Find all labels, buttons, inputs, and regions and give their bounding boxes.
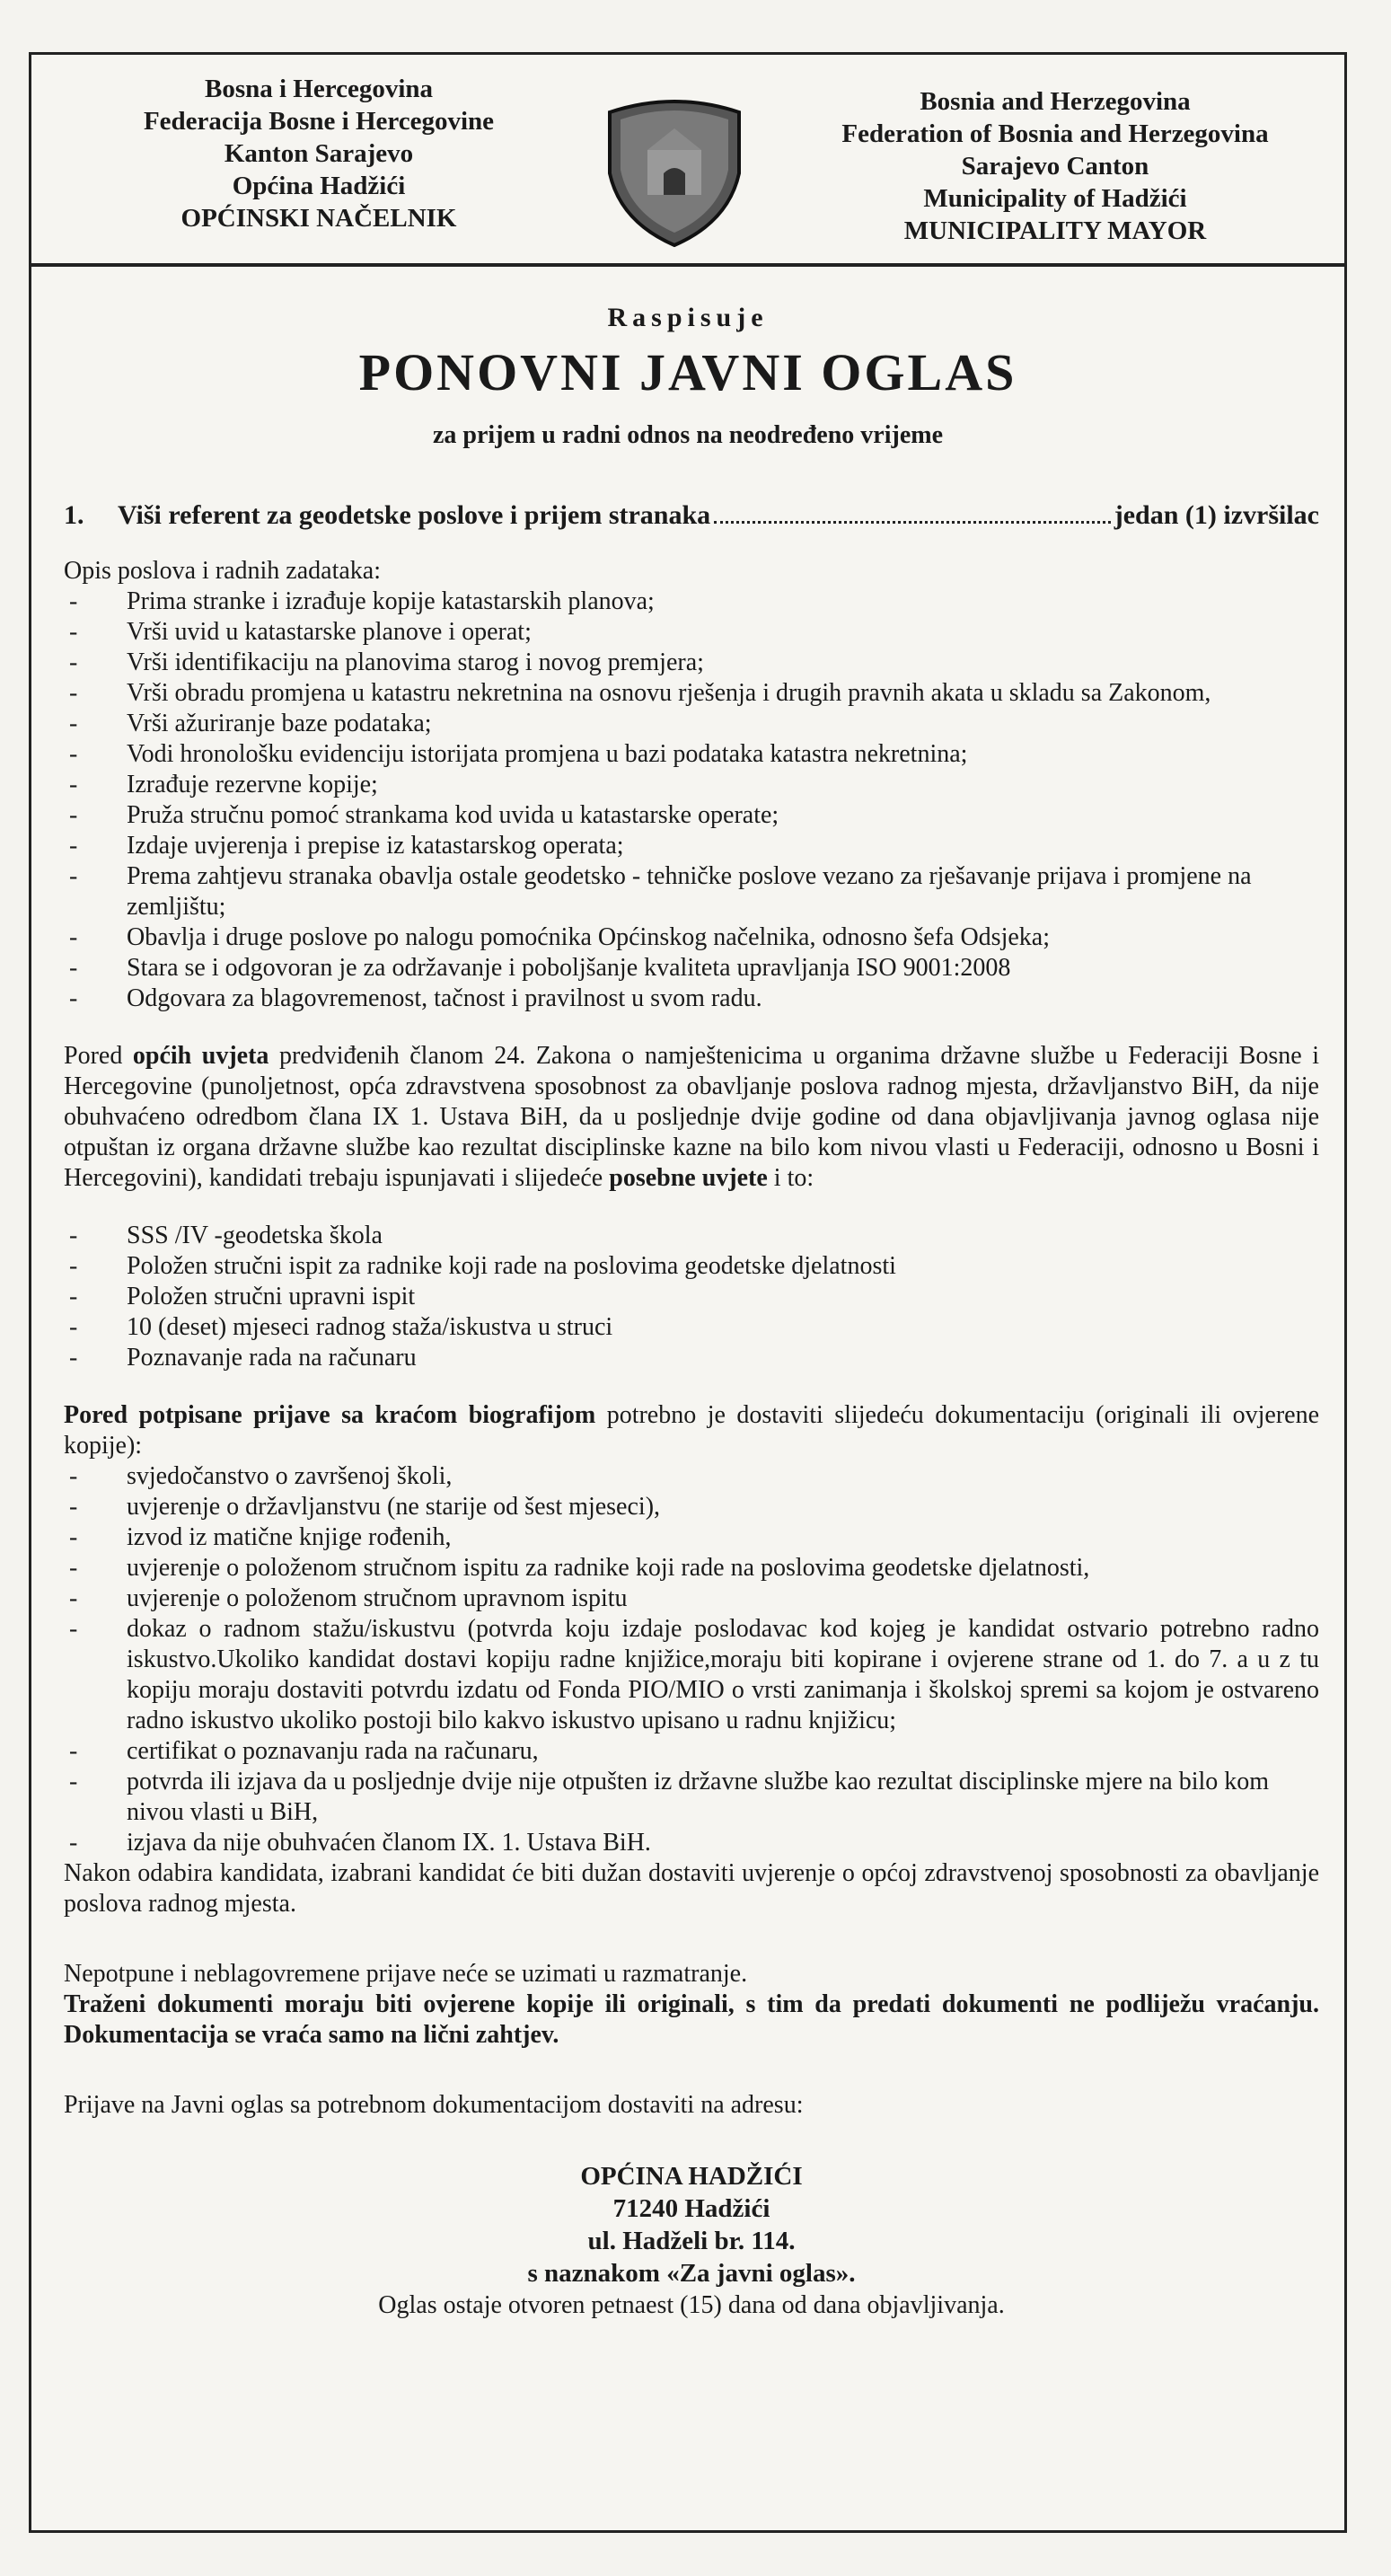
header-right-line: Municipality of Hadžići (923, 184, 1187, 213)
text-span: i to: (767, 1164, 814, 1192)
list-item: - uvjerenje o položenom stručnom upravnom ispitu (64, 1584, 1319, 1614)
submission-intro: Prijave na Javni oglas sa potrebnom dokumentacijom dostaviti na adresu: (64, 2091, 804, 2119)
header-left-line: Općina Hadžići (232, 172, 406, 200)
raspisuje-label: Raspisuje (607, 303, 769, 332)
list-item: - Odgovara za blagovremenost, tačnost i pravilnost u svom radu. (64, 984, 1319, 1014)
closing-note: Oglas ostaje otvoren petnaest (15) dana od dana objavljivanja. (378, 2291, 1005, 2319)
page-subtitle: za prijem u radni odnos na neodređeno vrijeme (432, 421, 944, 449)
list-item: - Vrši uvid u katastarske planove i operat; (64, 617, 1319, 648)
list-item: - potvrda ili izjava da u posljednje dvije nije otpušten iz državne službe kao rezultat disciplinske mjere na bilo kom nivou vlasti u BiH, (64, 1767, 1319, 1828)
address-line: 71240 Hadžići (612, 2194, 770, 2223)
header-right-english (786, 85, 1325, 247)
header-left-line: Bosna i Hercegovina (204, 75, 434, 103)
duties-heading: Opis poslova i radnih zadataka: (64, 557, 382, 585)
list-item: - dokaz o radnom stažu/iskustvu (potvrda koju izdaje poslodavac kod kojeg je kandidat ostvario potrebno radno iskustvo.Ukoliko kandidat dostavi kopiju radne knjižice,moraju biti kopirane i ovjerene strane od 1. do 7. a u z tu kopiju moraju dostaviti potvrdu izdatu od Fonda PIO/MIO o vrsti zanimanja i školskoj spremi sa kojom je ostvareno radno iskustvo ukoliko postoji bilo kakvo iskustvo upisano u radnu knjižicu; (64, 1614, 1319, 1736)
list-item: - certifikat o poznavanju rada na računaru, (64, 1736, 1319, 1767)
dotted-leader (714, 521, 1111, 524)
list-item: - Poznavanje rada na računaru (64, 1343, 1319, 1373)
list-item: - Pruža stručnu pomoć strankama kod uvida u katastarske operate; (64, 800, 1319, 831)
text-span: potrebno je dostaviti slijedeću dokumentaciju (originali ili ovjerene kopije): (64, 1401, 1319, 1460)
text-span-bold: općih uvjeta (132, 1042, 269, 1070)
text-span-bold: Pored potpisane prijave sa kraćom biografijom (64, 1401, 596, 1429)
announcement-body (31, 500, 1346, 2322)
documents-return-notice: Traženi dokumenti moraju biti ovjerene kopije ili originali, s tim da predati dokumenti ne podliježu vraćanju. Dokumentacija se vraća samo na lični zahtjev. (64, 1990, 1319, 2049)
list-item: - Stara se i odgovoran je za održavanje i poboljšanje kvaliteta upravljanja ISO 9001:2008 (64, 953, 1319, 984)
position-count: jedan (1) izvršilac (1114, 500, 1319, 530)
incomplete-applications-note: Nepotpune i neblagovremene prijave neće se uzimati u razmatranje. (64, 1960, 748, 1988)
header-right-line: Federation of Bosnia and Herzegovina (841, 119, 1269, 148)
list-item: - Izrađuje rezervne kopije; (64, 770, 1319, 800)
list-item: - izjava da nije obuhvaćen članom IX. 1. Ustava BiH. (64, 1828, 1319, 1858)
list-item: - izvod iz matične knjige rođenih, (64, 1522, 1319, 1553)
documents-list (64, 1461, 1319, 1858)
list-item: - SSS /IV -geodetska škola (64, 1221, 1319, 1251)
header-left-line: Kanton Sarajevo (224, 139, 414, 168)
address-line: s naznakom «Za javni oglas». (527, 2259, 856, 2288)
header-right-line: Bosnia and Herzegovina (920, 87, 1191, 116)
list-item: - Položen stručni ispit za radnike koji rade na poslovima geodetske djelatnosti (64, 1251, 1319, 1282)
duties-list (64, 587, 1319, 1014)
header-right-line: MUNICIPALITY MAYOR (903, 216, 1207, 245)
address-line: ul. Hadželi br. 114. (587, 2227, 796, 2255)
list-item: - Položen stručni upravni ispit (64, 1282, 1319, 1312)
general-conditions-paragraph (64, 1041, 1319, 1194)
header-left-line: OPĆINSKI NAČELNIK (180, 204, 457, 233)
header-left-line: Federacija Bosne i Hercegovine (143, 107, 495, 136)
list-item: - uvjerenje o položenom stručnom ispitu za radnike koji rade na poslovima geodetske djelatnosti, (64, 1553, 1319, 1584)
list-item: - Vrši obradu promjena u katastru nekretnina na osnovu rješenja i drugih pravnih akata u skladu sa Zakonom, (64, 678, 1319, 709)
list-item: - 10 (deset) mjeseci radnog staža/iskustva u struci (64, 1312, 1319, 1343)
address-line: OPĆINA HADŽIĆI (580, 2162, 803, 2191)
municipal-coat-of-arms-icon (594, 87, 755, 249)
text-span-bold: posebne uvjete (609, 1164, 768, 1192)
documents-intro (64, 1400, 1319, 1461)
list-item: - uvjerenje o državljanstvu (ne starije od šest mjeseci), (64, 1492, 1319, 1522)
list-item: - Vodi hronološku evidenciju istorijata promjena u bazi podataka katastra nekretnina; (64, 739, 1319, 770)
page-title: PONOVNI JAVNI OGLAS (358, 343, 1017, 401)
header (31, 55, 1344, 267)
list-item: - Prima stranke i izrađuje kopije katastarskih planova; (64, 587, 1319, 617)
list-item: - Izdaje uvjerenja i prepise iz katastarskog operata; (64, 831, 1319, 861)
announcement-page (29, 52, 1347, 2533)
position-line (64, 500, 1319, 531)
text-span: predviđenih članom 24. Zakona o namještenicima u organima državne službe u Federaciji Bosne i Hercegovine (punoljetnost, opća zdravstvena sposobnost za obavljanje poslova radnog mjesta, državljanstvo BiH, da nije obuhvaćeno odredbom člana IX 1. Ustava BiH, da u posljednje dvije godine od dana objavljivanja javnog oglasa nije otpuštan iz organa državne službe kao rezultat disciplinske kazne na bilo kom nivou vlasti u Federaciji, odnosno u Bosni i Hercegovini), kandidati trebaju ispunjavati i slijedeće (64, 1042, 1319, 1192)
list-item: - Vrši identifikaciju na planovima starog i novog premjera; (64, 648, 1319, 678)
text-span: Pored (64, 1042, 133, 1070)
position-name: Viši referent za geodetske poslove i prijem stranaka (118, 500, 711, 530)
special-conditions-list (64, 1221, 1319, 1373)
position-number: 1. (64, 500, 84, 530)
submission-address (64, 2160, 1319, 2289)
list-item: - svjedočanstvo o završenoj školi, (64, 1461, 1319, 1492)
health-requirement-paragraph: Nakon odabira kandidata, izabrani kandidat će biti dužan dostaviti uvjerenje o općoj zdravstvenoj sposobnosti za obavljanje poslova radnog mjesta. (64, 1859, 1319, 1918)
header-left-bosnian (94, 73, 543, 234)
list-item: - Obavlja i druge poslove po nalogu pomoćnika Općinskog načelnika, odnosno šefa Odsjeka; (64, 922, 1319, 953)
list-item: - Vrši ažuriranje baze podataka; (64, 709, 1319, 739)
list-item: - Prema zahtjevu stranaka obavlja ostale geodetsko - tehničke poslove vezano za rješavanje prijava i promjene na zemljištu; (64, 861, 1319, 922)
header-right-line: Sarajevo Canton (961, 152, 1149, 181)
